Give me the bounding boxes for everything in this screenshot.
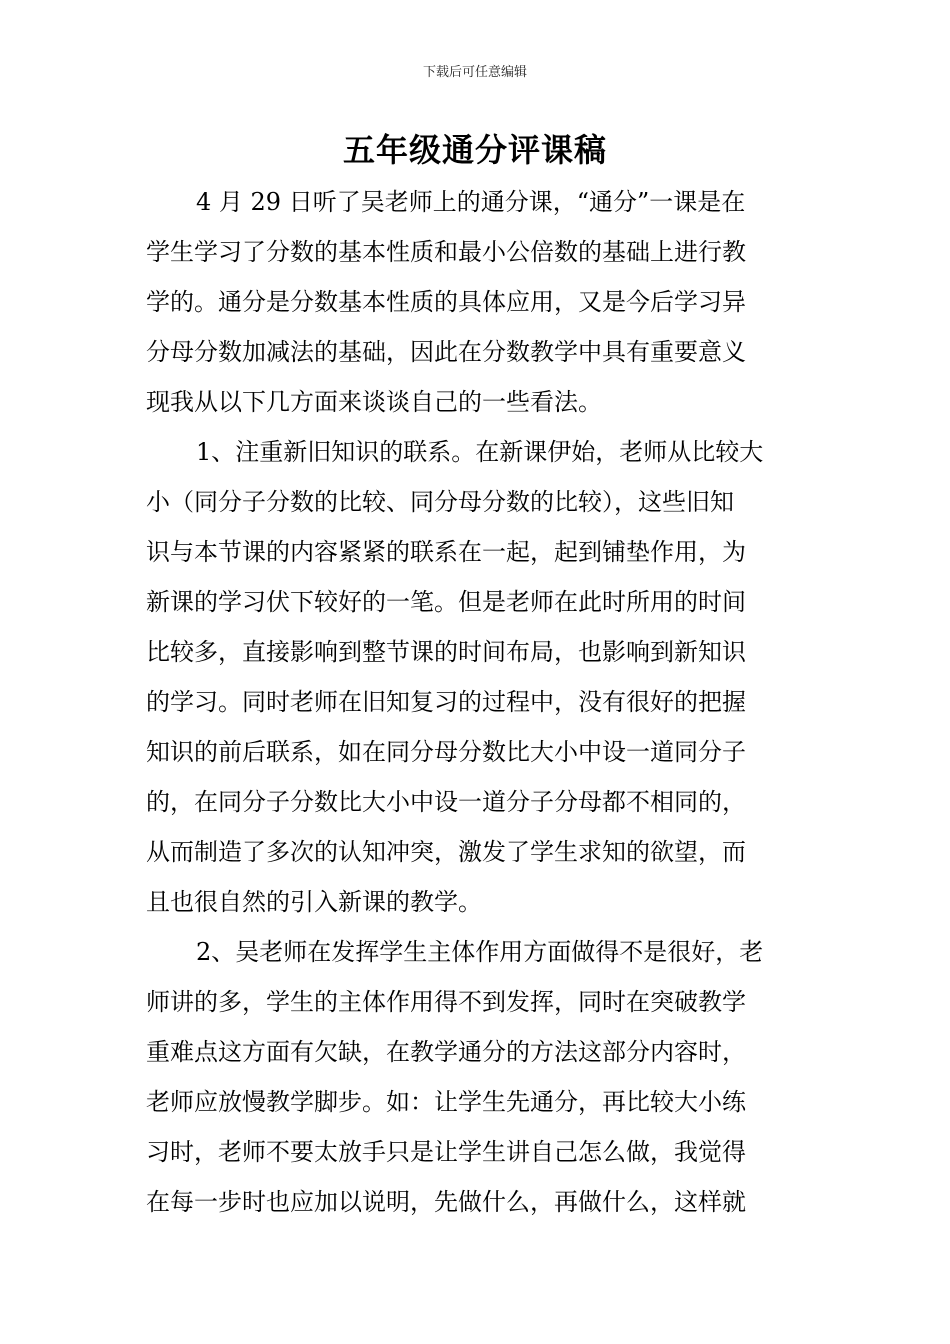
text-line: 且也很自然的引入新课的教学。	[146, 888, 482, 916]
text-line: 2、吴老师在发挥学生主体作用方面做得不是很好，老	[196, 938, 764, 966]
text-line: 师讲的多，学生的主体作用得不到发挥，同时在突破教学	[146, 988, 746, 1016]
text-line: 分母分数加减法的基础，因此在分数教学中具有重要意义	[146, 338, 746, 366]
text-line: 的，在同分子分数比大小中设一道分子分母都不相同的，	[146, 788, 746, 816]
text-line: 重难点这方面有欠缺，在教学通分的方法这部分内容时，	[146, 1038, 746, 1066]
paragraph-3	[146, 927, 806, 1227]
text-line: 在每一步时也应加以说明，先做什么，再做什么，这样就	[146, 1188, 746, 1216]
text-line: 从而制造了多次的认知冲突，激发了学生求知的欲望，而	[146, 838, 746, 866]
text-line: 学的。通分是分数基本性质的具体应用，又是今后学习异	[146, 288, 746, 316]
document-body	[146, 177, 806, 1227]
text-line: 学生学习了分数的基本性质和最小公倍数的基础上进行教	[146, 238, 746, 266]
paragraph-1	[146, 177, 806, 427]
text-line: 比较多，直接影响到整节课的时间布局，也影响到新知识	[146, 638, 746, 666]
text-line: 老师应放慢教学脚步。如：让学生先通分，再比较大小练	[146, 1088, 746, 1116]
text-line: 知识的前后联系，如在同分母分数比大小中设一道同分子	[146, 738, 746, 766]
text-line: 识与本节课的内容紧紧的联系在一起，起到铺垫作用，为	[146, 538, 746, 566]
text-line: 习时，老师不要太放手只是让学生讲自己怎么做，我觉得	[146, 1138, 746, 1166]
text-line: 新课的学习伏下较好的一笔。但是老师在此时所用的时间	[146, 588, 746, 616]
document-title: 五年级通分评课稿	[342, 131, 607, 169]
text-line: 现我从以下几方面来谈谈自己的一些看法。	[146, 388, 602, 416]
header-note: 下载后可任意编辑	[422, 65, 527, 80]
text-line: 的学习。同时老师在旧知复习的过程中，没有很好的把握	[146, 688, 746, 716]
text-line: 小（同分子分数的比较、同分母分数的比较），这些旧知	[146, 488, 734, 516]
text-line: 1、注重新旧知识的联系。在新课伊始，老师从比较大	[196, 438, 764, 466]
text-line: 4 月 29 日听了吴老师上的通分课，“通分”一课是在	[196, 188, 746, 216]
paragraph-2	[146, 427, 806, 927]
